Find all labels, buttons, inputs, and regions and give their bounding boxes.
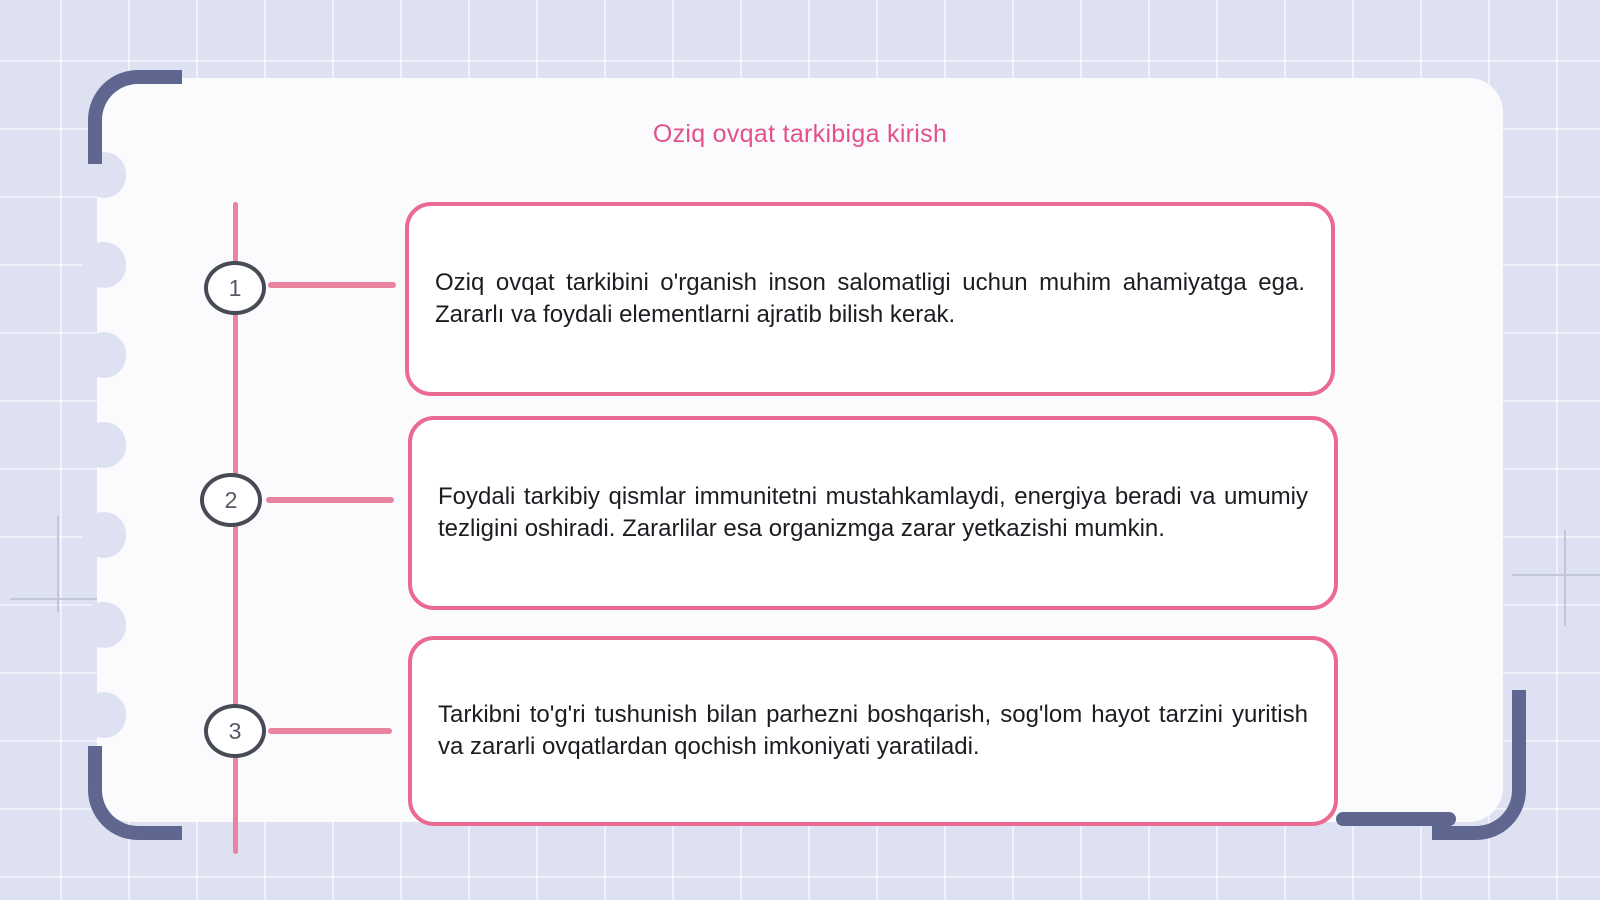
- notebook-tab: [82, 422, 126, 468]
- step-text: Oziq ovqat tarkibini o'rganish inson salomatligi uchun muhim ahamiyatga ega. Zararlı va foydali elementlarni ajratib bilish kerak.: [435, 269, 1305, 328]
- notebook-tab: [82, 512, 126, 558]
- step-number-badge: 1: [204, 261, 266, 315]
- timeline-connector: [266, 497, 394, 503]
- step-number-badge: 2: [200, 473, 262, 527]
- corner-bracket-bottom-left: [88, 746, 182, 840]
- grid-cross-right-v: [1564, 530, 1566, 626]
- grid-cross-left-h: [10, 598, 106, 600]
- corner-bracket-top-left: [88, 70, 182, 164]
- corner-bracket-bottom-right-base: [1336, 812, 1456, 826]
- notebook-tab: [82, 602, 126, 648]
- step-number-badge: 3: [204, 704, 266, 758]
- step-card: [405, 202, 1335, 396]
- step-card: [408, 416, 1338, 610]
- timeline-connector: [268, 282, 396, 288]
- step-text: Tarkibni to'g'ri tushunish bilan parhezni boshqarish, sog'lom hayot tarzini yuritish va zararli ovqatlardan qochish imkoniyati yaratiladi.: [438, 701, 1308, 760]
- step-text: Foydali tarkibiy qismlar immunitetni mustahkamlaydi, energiya beradi va umumiy tezligini oshiradi. Zararlilar esa organizmga zarar yetkazishi mumkin.: [438, 483, 1308, 542]
- timeline-connector: [268, 728, 392, 734]
- step-card: [408, 636, 1338, 826]
- notebook-tab: [82, 692, 126, 738]
- notebook-tab: [82, 242, 126, 288]
- grid-cross-right-h: [1512, 574, 1600, 576]
- slide-title: Oziq ovqat tarkibiga kirish: [652, 120, 948, 148]
- notebook-tab: [82, 332, 126, 378]
